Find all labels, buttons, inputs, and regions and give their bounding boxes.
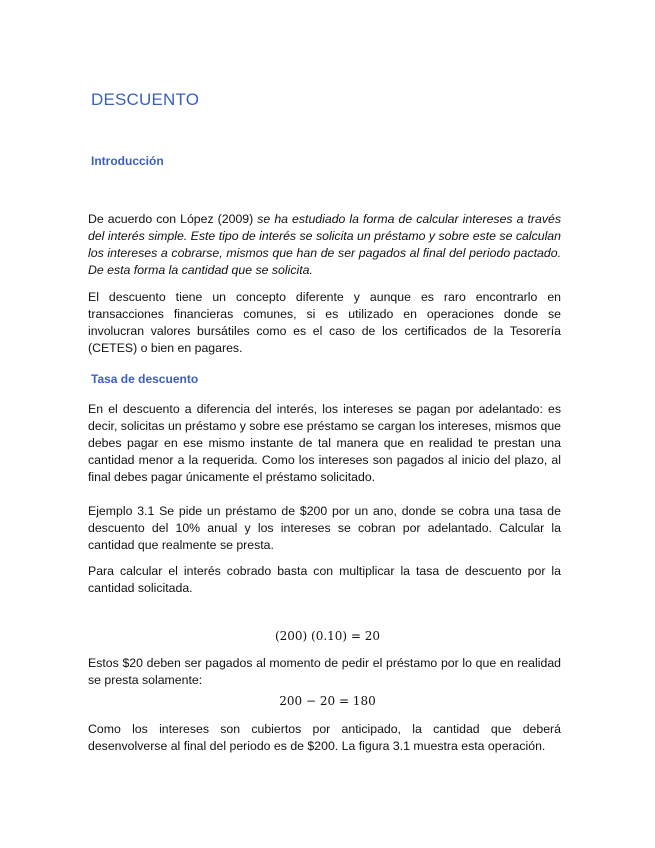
paragraph-descuento-concepto: El descuento tiene un concepto diferente y aunque es raro encontrarlo en transacciones financieras comunes, si es utilizado en operaciones donde se involucran valores bursátiles como es el caso de los certificados de la Tesorería (CETES) o bien en pagares. bbox=[88, 290, 561, 355]
heading-introduccion: Introducción bbox=[91, 154, 164, 168]
paragraph-calculo: Para calcular el interés cobrado basta con multiplicar la tasa de descuento por la cantidad solicitada. bbox=[88, 564, 561, 595]
equation-cantidad-prestada: 200 − 20 = 180 bbox=[279, 694, 376, 708]
paragraph-pago: Estos $20 deben ser pagados al momento de pedir el préstamo por lo que en realidad se presta solamente: bbox=[88, 656, 561, 687]
paragraph-tasa-descuento: En el descuento a diferencia del interés, los intereses se pagan por adelantado: es decir, solicitas un préstamo y sobre ese préstamo se cargan los intereses, mismos que debes pagar en ese mismo instante de tal manera que en realidad te prestan una cantidad menor a la requerida. Como los intereses son pagados al inicio del plazo, al final debes pagar únicamente el préstamo solicitado. bbox=[88, 402, 561, 484]
paragraph-intro-italic: se ha estudiado la forma de calcular intereses a través del interés simple. Este tipo de interés se solicita un préstamo y sobre este se calculan los intereses a cobrarse, mismos que han de ser pagados al final del periodo pactado. De esta forma la cantidad que se solicita. bbox=[88, 212, 561, 277]
paragraph-ejemplo: Ejemplo 3.1 Se pide un préstamo de $200 por un ano, donde se cobra una tasa de descuento del 10% anual y los intereses se cobran por adelantado. Calcular la cantidad que realmente se presta. bbox=[88, 504, 561, 552]
paragraph-intro-normal: De acuerdo con López (2009) bbox=[88, 212, 258, 226]
heading-tasa-de-descuento: Tasa de descuento bbox=[91, 372, 199, 386]
equation-interes: (200) (0.10) = 20 bbox=[274, 629, 381, 643]
paragraph-intro bbox=[88, 211, 561, 279]
document-title: DESCUENTO bbox=[91, 90, 200, 109]
paragraph-conclusion: Como los intereses son cubiertos por anticipado, la cantidad que deberá desenvolverse al final del periodo es de $200. La figura 3.1 muestra esta operación. bbox=[88, 722, 561, 753]
